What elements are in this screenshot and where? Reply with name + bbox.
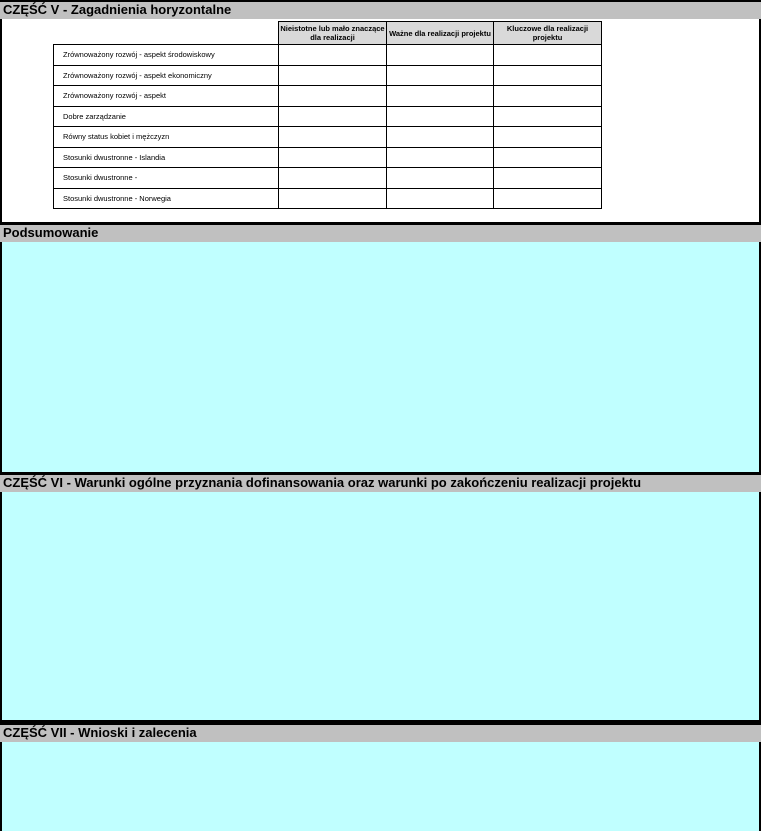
rating-cell[interactable] [494, 86, 602, 107]
rating-cell[interactable] [387, 147, 494, 168]
rating-cell[interactable] [279, 168, 387, 189]
rating-cell[interactable] [387, 45, 494, 66]
rating-cell[interactable] [494, 45, 602, 66]
column-header: Nieistotne lub mało znaczące dla realizacji [279, 22, 387, 45]
rating-cell[interactable] [494, 147, 602, 168]
table-row [54, 86, 602, 107]
row-label: Stosunki dwustronne - [54, 168, 279, 189]
rating-cell[interactable] [387, 127, 494, 148]
rating-cell[interactable] [279, 127, 387, 148]
rating-cell[interactable] [387, 106, 494, 127]
table-row [54, 147, 602, 168]
column-header: Kluczowe dla realizacji projektu [494, 22, 602, 45]
rating-cell[interactable] [279, 106, 387, 127]
rating-cell[interactable] [387, 168, 494, 189]
table-row [54, 188, 602, 209]
summary-title: Podsumowanie [0, 225, 761, 242]
rating-cell[interactable] [279, 65, 387, 86]
table-row [54, 106, 602, 127]
section-vi-text-area[interactable] [2, 492, 759, 720]
row-label: Dobre zarządzanie [54, 106, 279, 127]
section-vii-text-area[interactable] [2, 742, 759, 831]
rating-cell[interactable] [279, 147, 387, 168]
row-label: Zrównoważony rozwój - aspekt [54, 86, 279, 107]
table-row [54, 65, 602, 86]
rating-cell[interactable] [387, 86, 494, 107]
table-header-blank [54, 22, 279, 45]
section-vii-title: CZĘŚĆ VII - Wnioski i zalecenia [0, 725, 761, 742]
row-label: Równy status kobiet i mężczyzn [54, 127, 279, 148]
rating-cell[interactable] [494, 188, 602, 209]
rating-cell[interactable] [494, 127, 602, 148]
rating-cell[interactable] [279, 86, 387, 107]
summary-text-area[interactable] [2, 242, 759, 472]
table-header-row [54, 22, 602, 45]
section-vi-title: CZĘŚĆ VI - Warunki ogólne przyznania dofinansowania oraz warunki po zakończeniu realizacji projektu [0, 475, 761, 492]
rating-cell[interactable] [387, 188, 494, 209]
row-label: Zrównoważony rozwój - aspekt ekonomiczny [54, 65, 279, 86]
rating-cell[interactable] [387, 65, 494, 86]
rating-cell[interactable] [494, 106, 602, 127]
table-row [54, 127, 602, 148]
section-v-title: CZĘŚĆ V - Zagadnienia horyzontalne [0, 2, 761, 19]
rating-cell[interactable] [279, 45, 387, 66]
row-label: Stosunki dwustronne - Norwegia [54, 188, 279, 209]
horizontal-issues-table [53, 21, 602, 209]
table-row [54, 45, 602, 66]
column-header: Ważne dla realizacji projektu [387, 22, 494, 45]
rating-cell[interactable] [494, 65, 602, 86]
row-label: Stosunki dwustronne - Islandia [54, 147, 279, 168]
table-row [54, 168, 602, 189]
rating-cell[interactable] [279, 188, 387, 209]
row-label: Zrównoważony rozwój - aspekt środowiskowy [54, 45, 279, 66]
rating-cell[interactable] [494, 168, 602, 189]
